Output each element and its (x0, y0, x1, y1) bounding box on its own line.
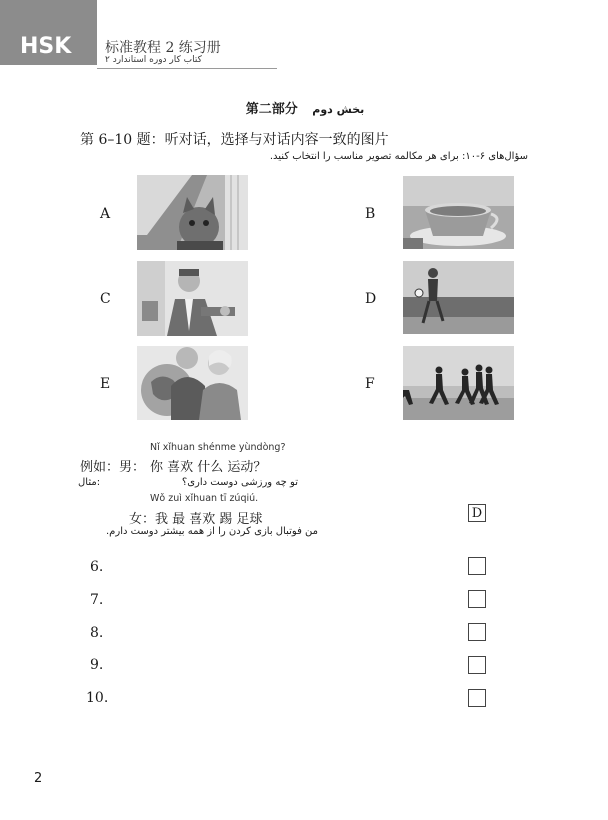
man-pinyin: Nǐ xǐhuan shénme yùndòng? (150, 442, 286, 453)
section-title-cn: 第二部分 (245, 102, 298, 117)
man-checking-watch-photo (137, 261, 248, 336)
woman-pinyin: Wǒ zuì xǐhuan tī zúqiú. (150, 493, 259, 504)
question-8-answer-box[interactable] (468, 623, 486, 641)
question-10-answer-box[interactable] (468, 689, 486, 707)
question-8-label: 8. (90, 625, 104, 641)
woman-football-photo (403, 261, 514, 334)
speaker-woman: 女： (129, 512, 156, 527)
question-9-answer-box[interactable] (468, 656, 486, 674)
question-6-answer-box[interactable] (468, 557, 486, 575)
example-label-cn: 例如： (80, 460, 120, 475)
section-title (230, 98, 380, 117)
question-6-label: 6. (90, 559, 104, 575)
question-7-label: 7. (90, 592, 104, 608)
cat-photo (137, 175, 248, 250)
question-10-label: 10. (86, 690, 109, 706)
instruction-cn: 第 6–10 题：听对话，选择与对话内容一致的图片 (80, 132, 389, 148)
tea-cup-photo (403, 176, 514, 249)
question-7-answer-box[interactable] (468, 590, 486, 608)
example-label (80, 456, 145, 475)
instruction-fa: سؤال‌های ۶-۱۰: برای هر مکالمه تصویر مناسب را انتخاب کنید. (269, 151, 528, 162)
man-hanzi: 你 喜欢 什么 运动？ (150, 460, 267, 475)
woman-line (129, 508, 263, 527)
book-title: 标准教程 2 练习册 (105, 40, 221, 56)
hsk-logo: HSK (20, 34, 72, 59)
option-label-e: E (100, 376, 111, 392)
book-subtitle: کتاب کار دوره استاندارد ۲ (105, 55, 202, 65)
man-translation: تو چه ورزشی دوست داری؟ (181, 477, 298, 488)
header-divider (97, 68, 277, 69)
woman-translation: من فوتبال بازی کردن را از همه بیشتر دوست دارم. (106, 526, 318, 537)
example-answer-box: D (468, 504, 486, 522)
section-title-fa: بخش دوم (312, 103, 365, 116)
question-9-label: 9. (90, 657, 104, 673)
page-number: 2 (34, 771, 43, 786)
option-label-a: A (100, 206, 111, 222)
example-label-fa: مثال: (78, 477, 101, 488)
people-running-photo (403, 346, 514, 420)
couple-with-globe-photo (137, 346, 248, 420)
option-label-d: D (365, 291, 377, 307)
option-label-b: B (365, 206, 376, 222)
speaker-man: 男： (119, 460, 146, 475)
option-label-f: F (365, 376, 375, 392)
option-label-c: C (100, 291, 111, 307)
woman-hanzi: 我 最 喜欢 踢 足球 (155, 512, 263, 527)
